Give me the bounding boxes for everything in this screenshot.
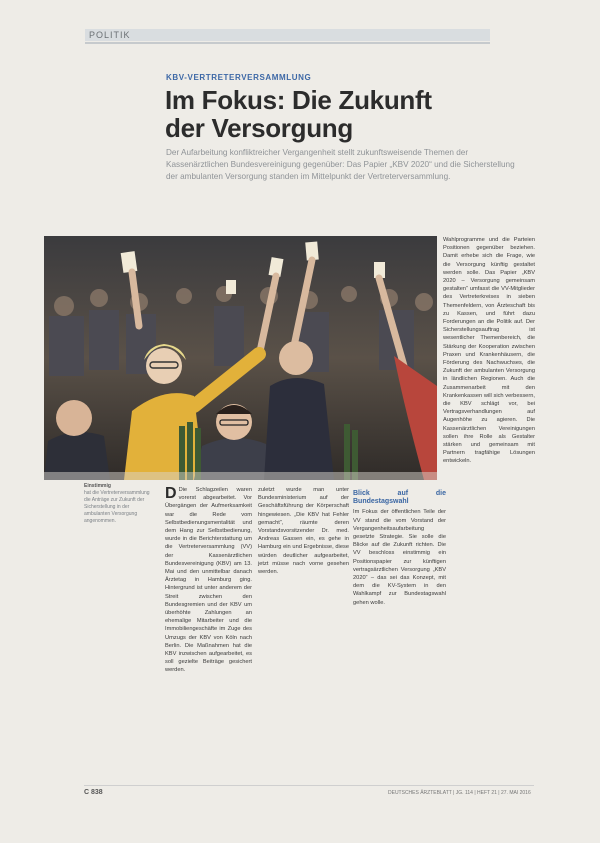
section-label: POLITIK [89, 30, 131, 40]
article-photo [44, 236, 437, 480]
column-3-text: Im Fokus der öffentlichen Teile der VV stand die vom Vorstand der Vergangenheitsaufarbeitung gesetzte Strategie. Sie solle die Blicke auf die Zukunft richten. Die VV beschloss einstimmig ein Positionspapier zur künftigen vertragsärztlichen Versorgung „KBV 2020“ – das sei das Konzept, mit dem die KV-System in den Wahlkampf zur Bundestagswahl gehen wolle. [353, 509, 446, 606]
column-1-text: Die Schlagzeilen waren vorerst abgearbeitet. Vor Übergängen der Aufmerksamkeit war die Rede vom Selbstbedienungsmentalität und dem Hang zur Selbstbedienung, wurde in die Berichterstattung um die Vertreterversammlung (VV) der Kassenärztlichen Bundesvereinigung (KBV) am 13. Mai und den unmittelbar danach Ärztetag in Hamburg ging. Hintergrund ist unter anderem der Streit zwischen den Bundesgremien und der KBV um überhöhte Zahlungen an ehemalige Mitarbeiter und die Immobiliengeschäfte im Zuge des Umzugs der KBV von Köln nach Berlin. Die Maßnahmen hat die KBV inzwischen aufgearbeitet, es soll gezielte Beiträge gesichert werden. [165, 487, 252, 674]
article-lede: Der Aufarbeitung konfliktreicher Vergangenheit stellt zukunftsweisende Themen der Kassenärztlichen Bundesvereinigung gegenüber: Das Papier „KBV 2020“ und die Sicherstellung der ambulanten Versorgung standen im Mittelpunkt der Vertreterversammlung. [166, 148, 515, 181]
dropcap: D [165, 485, 177, 502]
article-subhead: Blick auf die Bundestagswahl [353, 490, 446, 506]
issue-info: DEUTSCHES ÄRZTEBLATT | JG. 114 | HEFT 21 | 27. MAI 2016 [388, 790, 531, 796]
article-headline: Im Fokus: Die Zukunft der Versorgung [165, 85, 432, 143]
article-column-2 [258, 486, 349, 786]
section-stripe [85, 42, 490, 44]
photo-caption [84, 483, 156, 525]
article-column-1 [165, 486, 252, 786]
section-tab [85, 29, 490, 41]
caption-title: Einstimmig [84, 483, 111, 489]
page-number: C 838 [84, 789, 103, 796]
conference-photo-illustration [44, 236, 437, 480]
caption-text: hat die Vertreterversammlung die Anträge zur Zukunft der Sicherstellung in der ambulanten Versorgung angenommen. [84, 490, 150, 524]
article-column-3 [353, 486, 446, 786]
article-kicker: KBV-VERTRETERVERSAMMLUNG [166, 73, 312, 82]
footer-rule [84, 785, 534, 786]
article-column-right [443, 236, 535, 786]
column-2-text: zuletzt wurde man unter Bundesministerium auf der Geschäftsführung der Körperschaft hingewiesen. „Die KBV hat Fehler gemacht“, räumte deren Vorstandsvorsitzender Dr. med. Andreas Gassen ein, es gehe in Hamburg ein und Ergebnisse, diese würden deutlicher aufgearbeitet, jetzt müsse nach vorne gesehen werden. [258, 487, 349, 576]
column-right-text: Wahlprogramme und die Parteien Positionen gegenüber beziehen. Damit erhebe sich die Frage, wie die Versorgung künftig gestaltet werden solle. Das Papier „KBV 2020 – Versorgung gemeinsam gestalten“ umfasst die VV-Mitglieder des Vertreterkreises in sieben Themenfeldern, von Ärzteschaft bis zu Kassen, und führt dazu Forderungen an die Politik auf. Der Sicherstellungsauftrag ist wesentlicher Themenbereich, die Stärkung der Kooperation zwischen Praxen und Krankenhäusern, die Förderung des Nachwuchses, die Zukunft der ambulanten Versorgung in ländlichen Regionen. Auch die Zusammenarbeit mit den Krankenkassen will sich verbessern, die KBV schlägt vor, bei Vertragsverhandlungen auf Augenhöhe zu agieren. Die Kassenärztlichen Vereinigungen sollen ihre Rolle als Gestalter stärken und gemeinsam mit Partnern tragfähige Lösungen entwickeln. [443, 237, 535, 465]
